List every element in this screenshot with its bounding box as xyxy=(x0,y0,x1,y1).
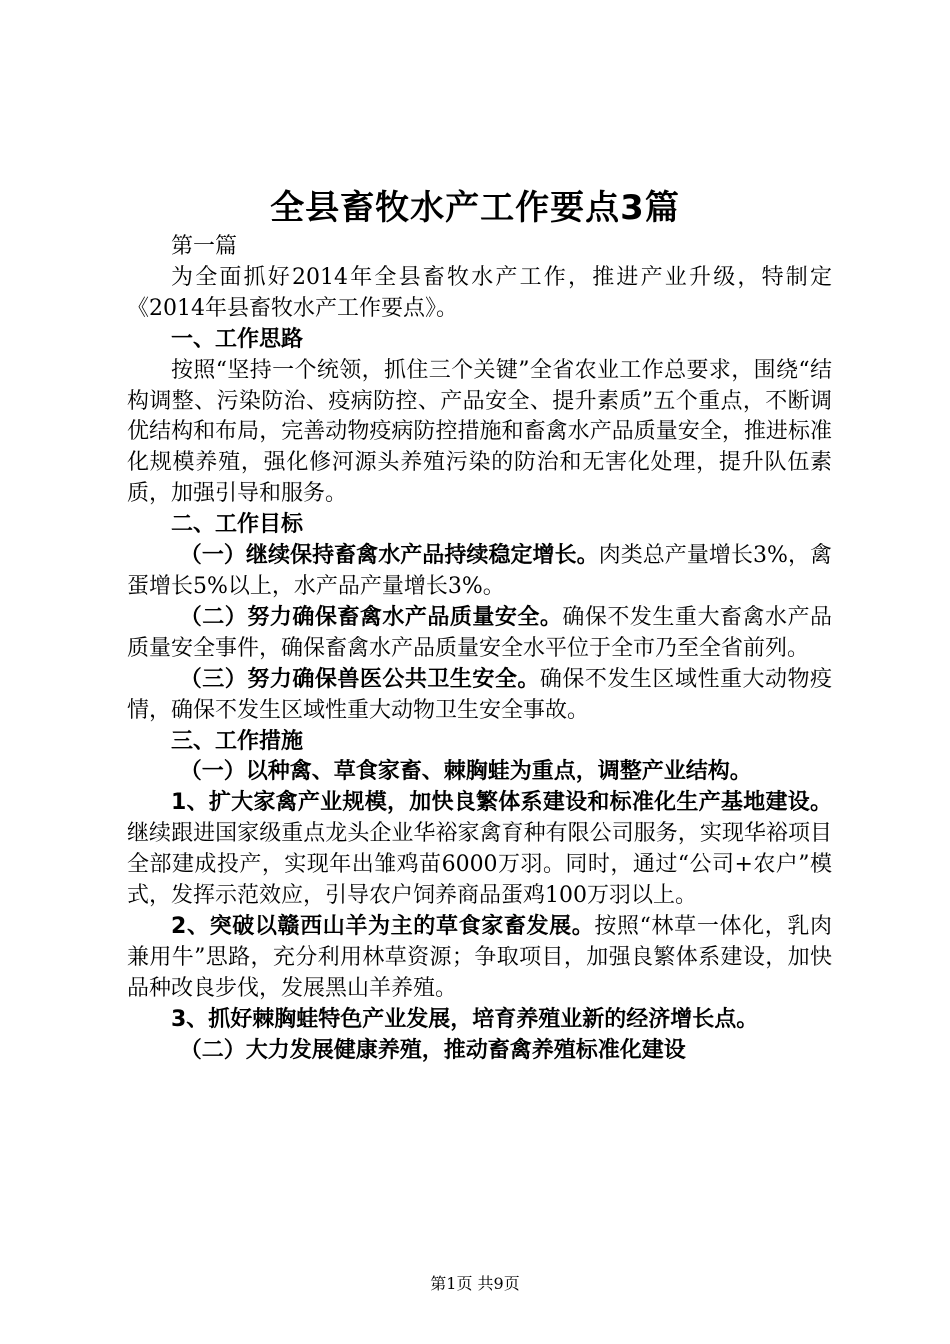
goal-2-paragraph xyxy=(127,603,832,665)
item-1-text: 继续跟进国家级重点龙头企业华裕家禽育种有限公司服务，实现华裕项目全部建成投产，实现年出雏鸡苗6000万羽。同时，通过“公司+农户”模式，发挥示范效应，引导农户饲养商品蛋鸡100万羽以上。 xyxy=(127,821,832,909)
page-footer: 第1页 共9页 xyxy=(430,1274,520,1293)
item-2-title: 2、突破以赣西山羊为主的草食家畜发展。 xyxy=(171,913,595,939)
goal-2-text: 确保不发生重大畜禽水产品质量安全事件，确保畜禽水产品质量安全水平位于全市乃至全省前列。 xyxy=(127,604,832,661)
work-approach-paragraph: 按照“坚持一个统领，抓住三个关键”全省农业工作总要求，围绕“结构调整、污染防治、疫病防控、产品安全、提升素质”五个重点，不断调优结构和布局，完善动物疫病防控措施和畜禽水产品质量安全，推进标准化规模养殖，强化修河源头养殖污染的防治和无害化处理，提升队伍素质，加强引导和服务。 xyxy=(127,357,832,507)
item-2-text: 按照“林草一体化，乳肉兼用牛”思路，充分利用林草资源；争取项目，加强良繁体系建设，加快品种改良步伐，发展黑山羊养殖。 xyxy=(127,913,832,1001)
goal-1-text: 肉类总产量增长3%，禽蛋增长5%以上，水产品产量增长3%。 xyxy=(127,543,832,599)
item-1-paragraph xyxy=(127,788,832,912)
item-2-paragraph xyxy=(127,912,832,1005)
goal-3-paragraph xyxy=(127,665,832,727)
item-3-heading: 3、抓好棘胸蛙特色产业发展，培育养殖业新的经济增长点。 xyxy=(171,1006,759,1032)
goal-1-paragraph xyxy=(127,541,832,603)
measure-2-heading: （二）大力发展健康养殖，推动畜禽养殖标准化建设 xyxy=(179,1037,686,1063)
goal-2-title: （二）努力确保畜禽水产品质量安全。 xyxy=(179,604,563,630)
document-body xyxy=(127,232,832,1066)
heading-work-measures: 三、工作措施 xyxy=(171,728,304,754)
goal-3-title: （三）努力确保兽医公共卫生安全。 xyxy=(179,666,540,692)
heading-work-approach: 一、工作思路 xyxy=(171,326,304,352)
goal-3-text: 确保不发生区域性重大动物疫情，确保不发生区域性重大动物卫生安全事故。 xyxy=(127,666,832,723)
item-1-title: 1、扩大家禽产业规模，加快良繁体系建设和标准化生产基地建设。 xyxy=(171,790,832,816)
section-label: 第一篇 xyxy=(171,234,238,259)
document-title: 全县畜牧水产工作要点3篇 xyxy=(270,188,680,228)
intro-paragraph: 为全面抓好2014年全县畜牧水产工作，推进产业升级，特制定《2014年县畜牧水产工作要点》。 xyxy=(127,264,832,321)
heading-work-goals: 二、工作目标 xyxy=(171,512,304,538)
measure-1-heading: （一）以种禽、草食家畜、棘胸蛙为重点，调整产业结构。 xyxy=(179,759,752,785)
goal-1-title: （一）继续保持畜禽水产品持续稳定增长。 xyxy=(179,543,599,569)
